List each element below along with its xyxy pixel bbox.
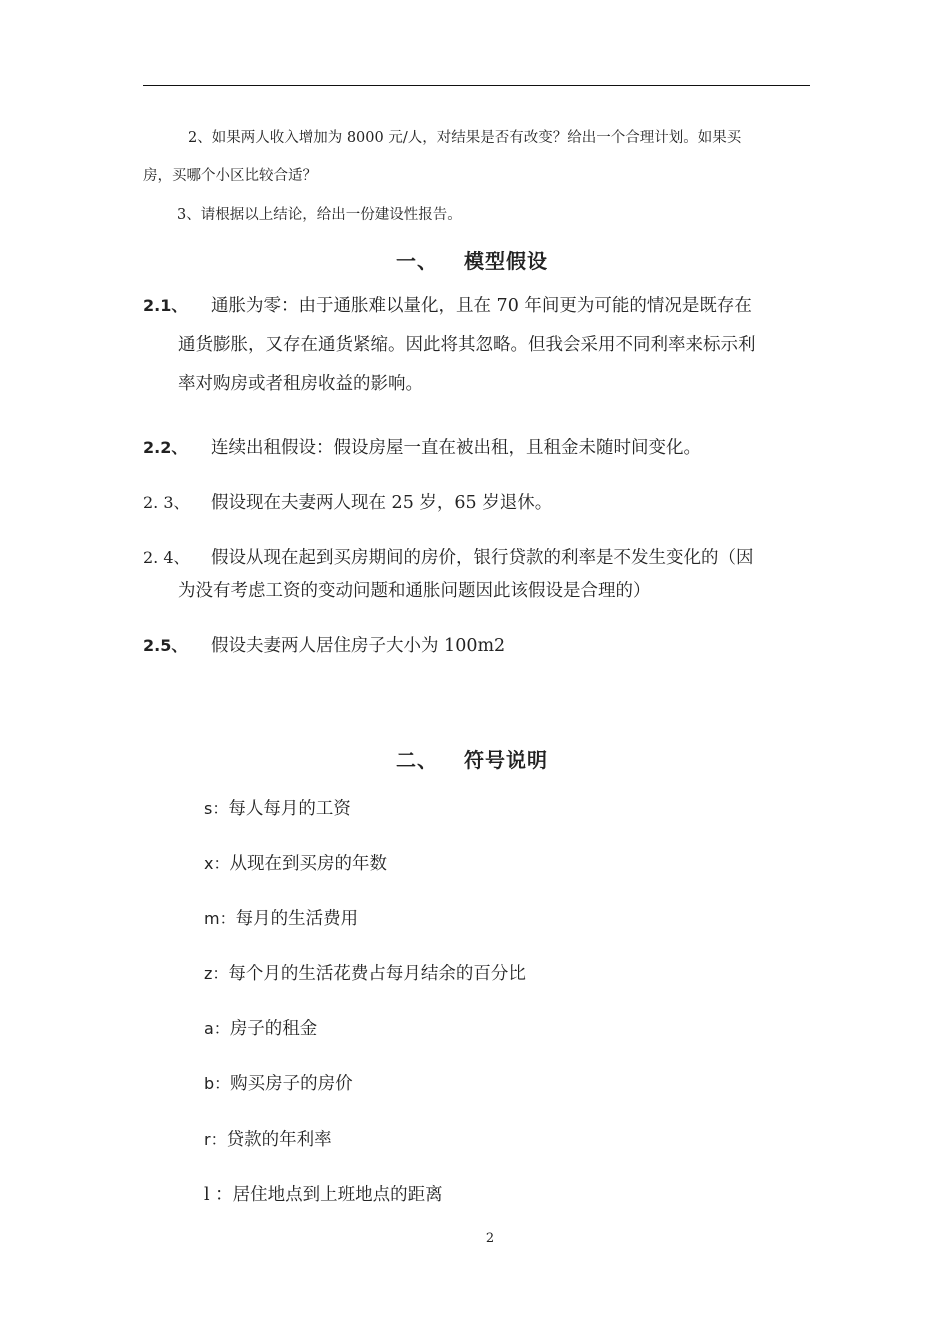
- symbol-description: 房子的租金: [229, 1019, 318, 1039]
- symbol: r：: [204, 1130, 227, 1149]
- section-1-number: 一、: [396, 249, 438, 273]
- assumption-number: 2.5、: [143, 636, 188, 655]
- page-number: 2: [485, 1231, 495, 1246]
- assumption-line: 假设夫妻两人居住房子大小为 100m2: [211, 636, 506, 656]
- symbol: b：: [204, 1074, 231, 1093]
- section-2-number: 二、: [396, 748, 438, 772]
- section-1-title: 模型假设: [464, 249, 548, 273]
- assumption-number: 2. 4、: [143, 548, 190, 567]
- symbol-description: 每个月的生活花费占每月结余的百分比: [228, 964, 526, 984]
- assumption-2-1-line-3: 率对购房或者租房收益的影响。: [178, 374, 423, 394]
- symbol-description: 贷款的年利率: [226, 1130, 332, 1150]
- question-3: 3、请根据以上结论，给出一份建设性报告。: [177, 207, 462, 223]
- assumption-line: 假设现在夫妻两人现在 25 岁，65 岁退休。: [211, 493, 553, 513]
- symbol-item: [204, 905, 358, 930]
- assumption-2-4-line-2: 为没有考虑工资的变动问题和通胀问题因此该假设是合理的）: [178, 581, 651, 601]
- question-2-line-2: 房，买哪个小区比较合适？: [143, 168, 317, 184]
- symbol: m：: [204, 909, 236, 928]
- symbol-item: [204, 1015, 317, 1040]
- section-2-title: 符号说明: [464, 748, 548, 772]
- symbol-description: 居住地点到上班地点的距离: [232, 1185, 443, 1205]
- assumption-line: 通胀为零：由于通胀难以量化，且在 70 年间更为可能的情况是既存在: [211, 296, 752, 316]
- symbol-item: [204, 1070, 353, 1095]
- symbol-description: 每人每月的工资: [228, 799, 351, 819]
- symbol-item: [204, 1126, 332, 1151]
- assumption-line: 假设从现在起到买房期间的房价，银行贷款的利率是不发生变化的（因: [211, 548, 754, 568]
- assumption-2-2: [143, 434, 701, 459]
- assumption-number: 2. 3、: [143, 493, 190, 512]
- symbol: s：: [204, 799, 229, 818]
- header-rule: [143, 85, 810, 86]
- symbol-item: [204, 960, 526, 985]
- assumption-2-3: [143, 489, 552, 514]
- symbol: z：: [204, 964, 229, 983]
- section-2-heading: [396, 744, 548, 773]
- assumption-2-4: [143, 544, 754, 569]
- symbol: l ：: [204, 1185, 233, 1205]
- section-1-heading: [396, 245, 548, 274]
- assumption-2-5: [143, 632, 505, 657]
- assumption-2-1: [143, 292, 752, 317]
- question-2-line-1: 2、如果两人收入增加为 8000 元/人，对结果是否有改变？给出一个合理计划。如果买: [188, 130, 742, 146]
- assumption-line: 连续出租假设：假设房屋一直在被出租，且租金未随时间变化。: [211, 438, 701, 458]
- symbol: a：: [204, 1019, 230, 1038]
- symbol-item: [204, 850, 387, 875]
- assumption-number: 2.1、: [143, 296, 188, 315]
- symbol: x：: [204, 854, 230, 873]
- symbol-item: [204, 795, 351, 820]
- assumption-number: 2.2、: [143, 438, 188, 457]
- assumption-2-1-line-2: 通货膨胀，又存在通货紧缩。因此将其忽略。但我会采用不同利率来标示利: [178, 335, 756, 355]
- symbol-description: 从现在到买房的年数: [229, 854, 387, 874]
- symbol-description: 每月的生活费用: [235, 909, 359, 929]
- symbol-item: [204, 1181, 443, 1206]
- symbol-description: 购买房子的房价: [230, 1074, 353, 1094]
